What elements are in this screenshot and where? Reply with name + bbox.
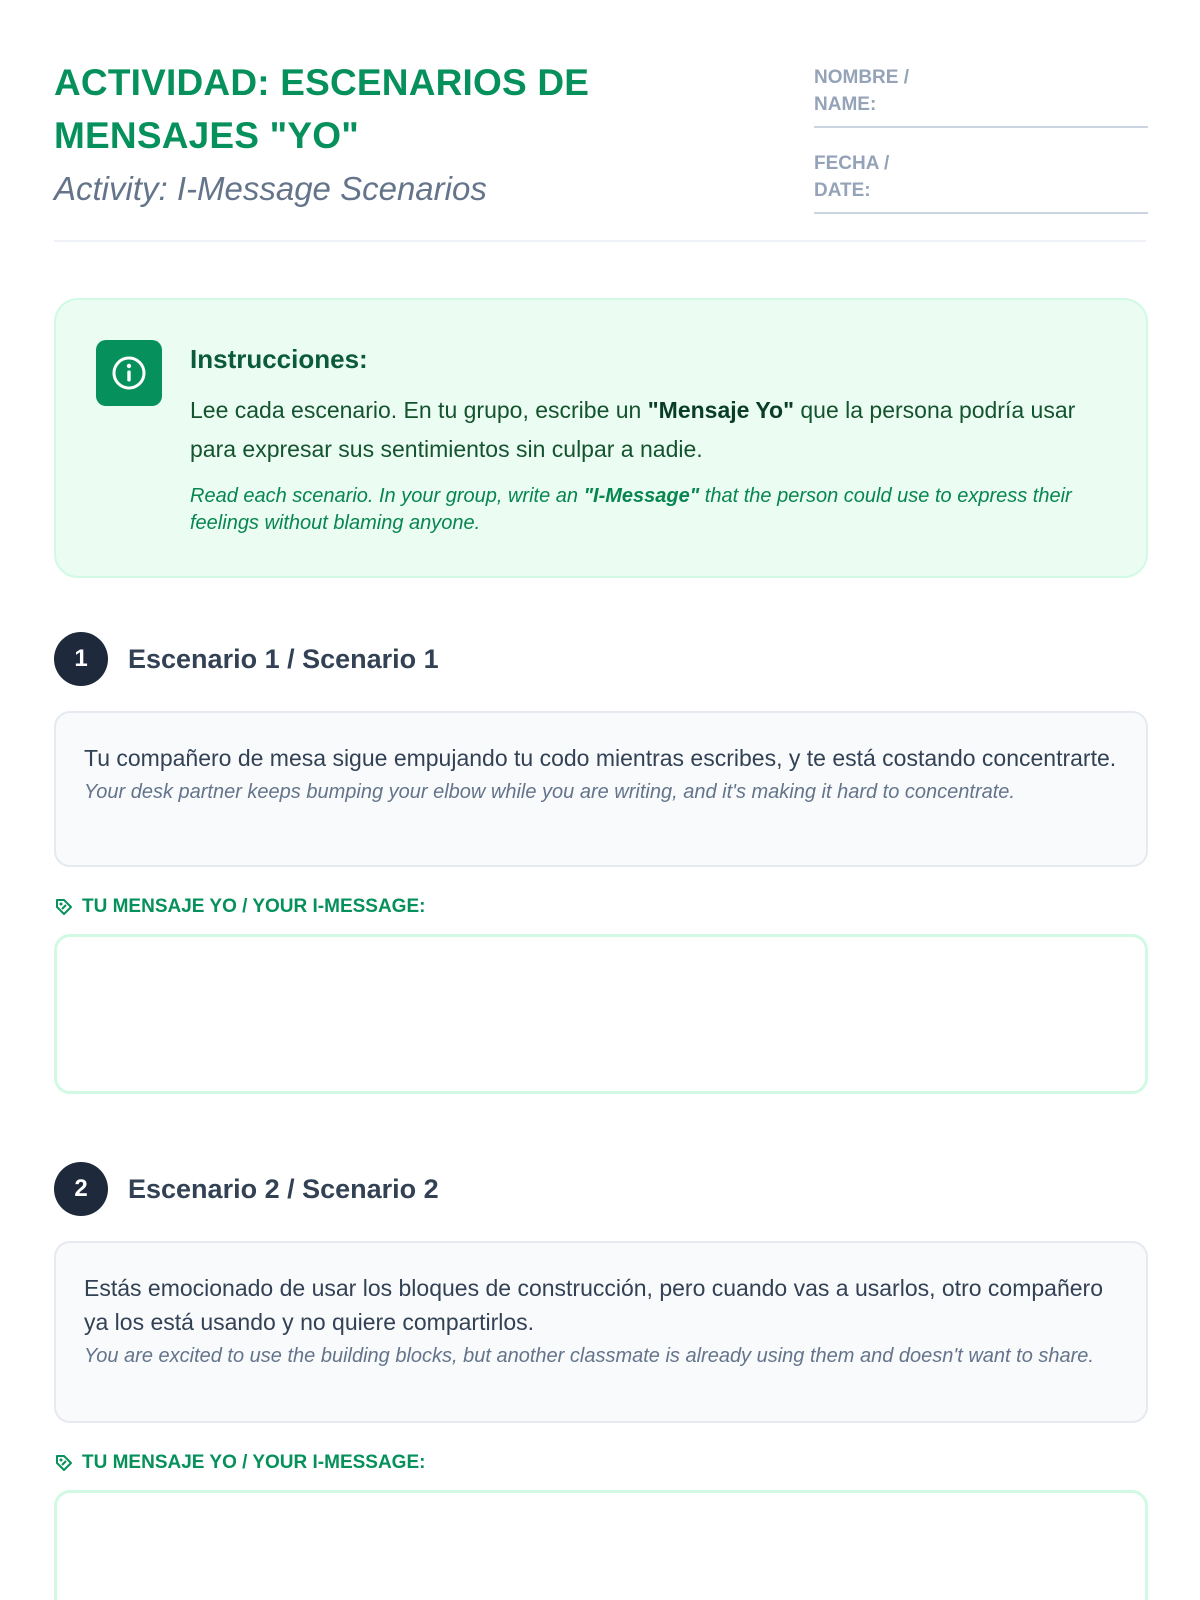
scenario-1-message-label: TU MENSAJE YO / YOUR I-MESSAGE: xyxy=(54,896,425,918)
scenario-2-message-label: TU MENSAJE YO / YOUR I-MESSAGE: xyxy=(54,1452,425,1474)
info-icon xyxy=(96,340,162,406)
worksheet-header xyxy=(54,0,1146,242)
scenario-text-es: Estás emocionado de usar los bloques de construcción, pero cuando vas a usarlos, otro compañero ya los está usando y no quiere compartirlos. xyxy=(84,1275,1103,1335)
scenario-text-en: You are excited to use the building blocks, but another classmate is already using them and doesn't want to share. xyxy=(84,1345,1094,1367)
tag-icon xyxy=(54,897,74,917)
scenario-number-badge: 1 xyxy=(54,632,108,686)
scenario-1-answer-box[interactable] xyxy=(54,934,1148,1094)
instructions-title: Instrucciones: xyxy=(190,344,368,374)
instructions-box xyxy=(54,298,1148,578)
scenario-text-es: Tu compañero de mesa sigue empujando tu codo mientras escribes, y te está costando concentrarte. xyxy=(84,745,1117,771)
page-title: ACTIVIDAD: ESCENARIOS DE MENSAJES "YO" xyxy=(54,62,590,156)
scenario-title: Escenario 1 / Scenario 1 xyxy=(128,643,439,674)
student-fields xyxy=(814,64,1148,236)
scenario-1-heading xyxy=(54,632,439,686)
date-field[interactable] xyxy=(814,150,1148,214)
scenario-number-badge: 2 xyxy=(54,1162,108,1216)
instructions-text-en: Read each scenario. In your group, write an "I-Message" that the person could use to express their feelings without blaming anyone. xyxy=(190,485,1072,534)
scenario-2-answer-box[interactable] xyxy=(54,1490,1148,1600)
instructions-term-es: "Mensaje Yo" xyxy=(647,397,794,423)
instructions-term-en: "I-Message" xyxy=(583,485,700,507)
scenario-2-card xyxy=(54,1241,1148,1423)
date-label: FECHA / DATE: xyxy=(814,153,890,201)
scenario-text-en: Your desk partner keeps bumping your elbow while you are writing, and it's making it hard to concentrate. xyxy=(84,781,1015,803)
name-field[interactable] xyxy=(814,64,1148,128)
instructions-text-es: Lee cada escenario. En tu grupo, escribe un "Mensaje Yo" que la persona podría usar para expresar sus sentimientos sin culpar a nadie. xyxy=(190,397,1076,462)
page-subtitle: Activity: I-Message Scenarios xyxy=(54,170,487,207)
scenario-1-card xyxy=(54,711,1148,867)
tag-icon xyxy=(54,1453,74,1473)
name-label: NOMBRE / NAME: xyxy=(814,67,909,115)
scenario-2-heading xyxy=(54,1162,439,1216)
scenario-title: Escenario 2 / Scenario 2 xyxy=(128,1173,439,1204)
instructions-content xyxy=(190,344,1110,537)
